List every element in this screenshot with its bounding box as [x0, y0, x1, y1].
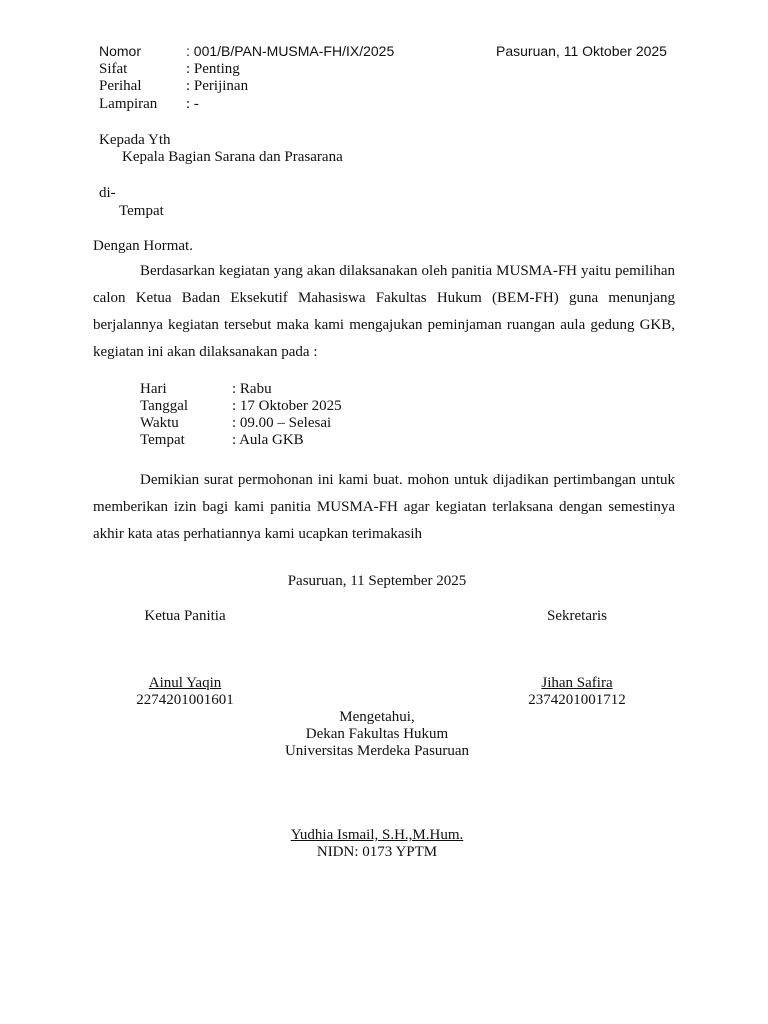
perihal-value: : Perijinan	[186, 78, 249, 94]
signer-right-name: Jihan Safira	[541, 675, 613, 691]
detail-label-tempat: Tempat	[140, 432, 185, 448]
nomor-label: Nomor	[99, 43, 142, 59]
lampiran-label: Lampiran	[99, 96, 158, 112]
recipient-salutation: Kepada Yth	[99, 132, 171, 148]
perihal-label: Perihal	[99, 78, 142, 94]
greeting: Dengan Hormat.	[93, 238, 193, 254]
body-paragraph-2: Demikian surat permohonan ini kami buat. mohon untuk dijadikan pertimbangan untuk memberikan izin bagi kami panitia MUSMA-FH agar kegiatan terlaksana dengan semestinya akhir kata atas perhatiannya kami ucapkan terimakasih	[93, 472, 675, 542]
signer-left-name: Ainul Yaqin	[148, 675, 222, 691]
recipient-tempat: Tempat	[119, 203, 164, 219]
signer-right-id: 2374201001712	[528, 692, 626, 708]
detail-value-tanggal: : 17 Oktober 2025	[232, 398, 342, 414]
sifat-label: Sifat	[99, 61, 128, 77]
header-place-date: Pasuruan, 11 Oktober 2025	[496, 43, 667, 59]
closing-place-date: Pasuruan, 11 September 2025	[287, 573, 467, 589]
recipient-di: di-	[99, 185, 116, 201]
approval-line-1: Mengetahui,	[339, 709, 415, 725]
approval-line-3: Universitas Merdeka Pasuruan	[284, 743, 470, 759]
approval-line-2: Dekan Fakultas Hukum	[305, 726, 449, 742]
detail-label-tanggal: Tanggal	[140, 398, 189, 414]
signer-right-role: Sekretaris	[547, 608, 607, 624]
detail-value-hari: : Rabu	[232, 381, 272, 397]
detail-value-tempat: : Aula GKB	[232, 432, 304, 448]
recipient-name: Kepala Bagian Sarana dan Prasarana	[122, 149, 343, 165]
approval-name: Yudhia Ismail, S.H.,M.Hum.	[290, 827, 464, 843]
detail-value-waktu: : 09.00 – Selesai	[232, 415, 332, 431]
signer-left-role: Ketua Panitia	[144, 608, 226, 624]
signer-left-id: 2274201001601	[136, 692, 234, 708]
nomor-value: : 001/B/PAN-MUSMA-FH/IX/2025	[186, 43, 395, 59]
sifat-value: : Penting	[186, 61, 240, 77]
approval-nidn: NIDN: 0173 YPTM	[316, 844, 438, 860]
detail-label-waktu: Waktu	[140, 415, 179, 431]
detail-label-hari: Hari	[140, 381, 167, 397]
body-paragraph-1: Berdasarkan kegiatan yang akan dilaksanakan oleh panitia MUSMA-FH yaitu pemilihan calon Ketua Badan Eksekutif Mahasiswa Fakultas Hukum (BEM-FH) guna menunjang berjalannya kegiatan tersebut maka kami mengajukan peminjaman ruangan aula gedung GKB, kegiatan ini akan dilaksanakan pada :	[93, 263, 675, 360]
lampiran-value: : -	[186, 96, 199, 112]
